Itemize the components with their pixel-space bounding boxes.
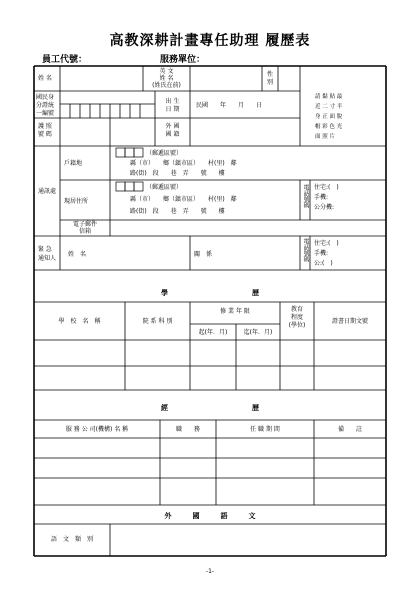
english-name-label-3: (姓氏在前) [152, 82, 181, 89]
job-title-header: 職 務 [175, 426, 200, 433]
language-type-header: 語 文 類 別 [50, 536, 93, 543]
emergency-phone-mobile: 手機: [314, 250, 329, 257]
school-name-header: 學 校 名 稱 [58, 318, 101, 325]
emergency-label-1: 緊 急 [38, 246, 52, 253]
english-name-label-2: 姓 名 [159, 75, 174, 82]
zip-label-household: （郵遞區號） [146, 150, 183, 157]
address-phone-office: 公分機: [314, 204, 335, 211]
language-section-title: 外 國 語 文 [164, 512, 256, 520]
education-section-title: 學 歷 [161, 289, 259, 297]
page-number: -1- [205, 568, 215, 575]
emergency-label-2: 通知人 [38, 255, 57, 262]
birth-label-2: 日 期 [165, 106, 180, 113]
gender-label-2: 別 [266, 79, 273, 86]
passport-label-1: 護 照 [38, 123, 52, 130]
household-label: 戶籍地 [64, 160, 83, 167]
residence-line-2: 路(街) 段 巷 弄 號 樓 [130, 208, 225, 215]
email-label-1: 電子郵件 [72, 221, 97, 228]
study-to-header: 迄(年．月) [243, 329, 273, 336]
birth-date-value: 民國 年 月 日 [196, 102, 263, 109]
email-label-2: 信箱 [78, 228, 91, 235]
household-line-1: 縣（市） 鄉（鎮市區） 村(里) 鄰 [130, 160, 237, 167]
certificate-header: 證書日期文號 [331, 318, 368, 325]
study-from-header: 起(年．月) [198, 329, 228, 336]
degree-header-2: 程度 [290, 314, 303, 321]
address-phone-home: 住宅:( ) [314, 184, 339, 191]
experience-section-title: 經 歷 [161, 404, 259, 412]
emergency-phone-home: 住宅:( ) [314, 240, 339, 247]
emergency-name-label: 姓 名 [68, 251, 87, 258]
nationality-label-2: 國 籍 [165, 131, 180, 138]
address-phone-label: 電話號碼 [302, 184, 309, 208]
study-period-header: 修 業 年 限 [220, 308, 250, 315]
id-label-2: 分證統 [36, 102, 55, 109]
passport-label-2: 號 碼 [38, 131, 52, 138]
employee-id-label: 員工代號： [42, 55, 88, 65]
photo-instructions: 請 黏 貼 最 近 二 寸 半 身 正 面 脫 帽 彩 色 光 面 照 片 [315, 94, 343, 140]
address-phone-mobile: 手機: [314, 194, 329, 201]
residence-label: 現居住所 [64, 198, 89, 205]
birth-label-1: 出 生 [165, 98, 180, 105]
household-line-2: 路(街) 段 巷 弄 號 樓 [130, 170, 225, 177]
page-title: 高教深耕計畫專任助理 履歷表 [109, 33, 311, 49]
degree-header-3: (學位) [288, 322, 306, 329]
mailing-address-label: 通訊處 [38, 188, 57, 195]
company-header: 服 務 公 司(機構) 名 稱 [65, 426, 129, 433]
zip-label-residence: （郵遞區號） [146, 184, 183, 191]
nationality-label-1: 外 國 [165, 123, 180, 130]
english-name-label-1: 英 文 [159, 68, 174, 75]
id-label-1: 國民身 [36, 94, 55, 101]
emergency-relation-label: 關 係 [194, 251, 213, 258]
id-label-3: 一編號 [36, 110, 55, 117]
degree-header-1: 教育 [290, 306, 303, 313]
department-header: 院 系 科 別 [142, 318, 173, 325]
service-unit-label: 服務單位： [160, 55, 206, 65]
emergency-phone-office: 公:( ) [314, 260, 333, 267]
gender-label-1: 性 [266, 71, 273, 78]
remarks-header: 備 註 [337, 426, 362, 433]
employment-period-header: 任 職 期 間 [250, 426, 280, 433]
name-label: 姓 名 [38, 75, 52, 82]
emergency-phone-label: 電話號碼 [302, 238, 309, 262]
residence-line-1: 縣（市） 鄉（鎮市區） 村(里) 鄰 [130, 196, 237, 203]
